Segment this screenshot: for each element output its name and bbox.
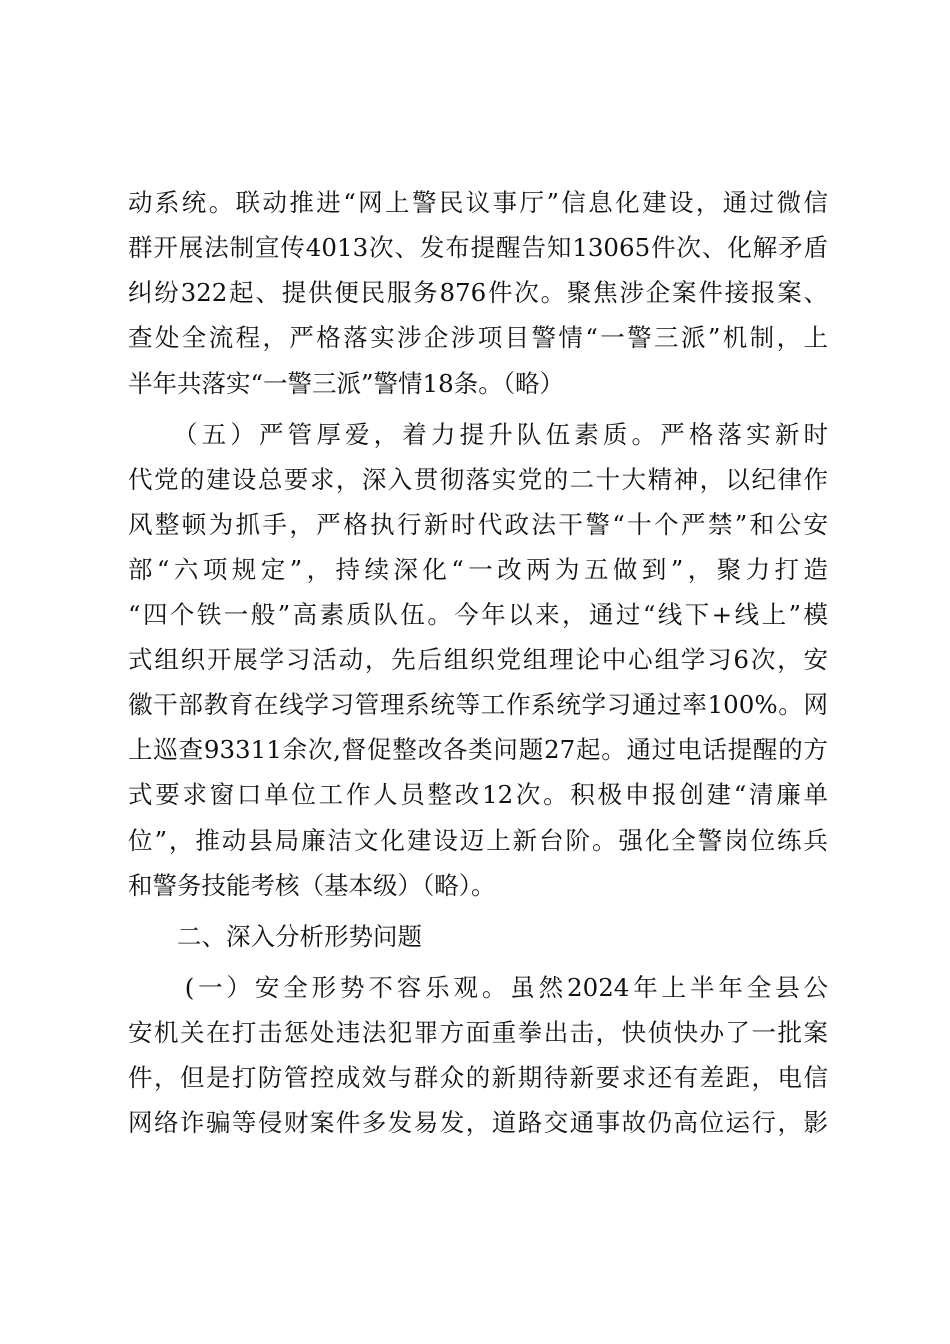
text-line: 网络诈骗等侵财案件多发易发，道路交通事故仍高位运行，影 — [128, 1108, 828, 1137]
text-line: “四个铁一般”高素质队伍。今年以来，通过“线下+线上”模 — [128, 600, 828, 629]
text-line: 群开展法制宣传4013次、发布提醒告知13065件次、化解矛盾 — [128, 233, 828, 262]
text-line: 件，但是打防管控成效与群众的新期待新要求还有差距，电信 — [128, 1063, 828, 1092]
text-line: 安机关在打击惩处违法犯罪方面重拳出击，快侦快办了一批案 — [128, 1018, 828, 1047]
text-line: 和警务技能考核（基本级）（略）。 — [128, 871, 496, 900]
section-heading-line: (一）安全形势不容乐观。虽然2024年上半年全县公 — [128, 973, 828, 1002]
text-line: 式要求窗口单位工作人员整改12次。积极申报创建“清廉单 — [128, 780, 828, 809]
section-heading-line: （五）严管厚爱，着力提升队伍素质。严格落实新时 — [128, 420, 828, 449]
text-line: 纠纷322起、提供便民服务876件次。聚焦涉企案件接报案、 — [128, 278, 828, 307]
text-line: 代党的建设总要求，深入贯彻落实党的二十大精神，以纪律作 — [128, 465, 828, 494]
text-line: 式组织开展学习活动，先后组织党组理论中心组学习6次，安 — [128, 645, 828, 674]
text-line: 部“六项规定”，持续深化“一改两为五做到”，聚力打造 — [128, 555, 828, 584]
text-line: 徽干部教育在线学习管理系统等工作系统学习通过率100%。网 — [128, 690, 828, 719]
text-line: 位”，推动县局廉洁文化建设迈上新台阶。强化全警岗位练兵 — [128, 826, 828, 855]
text-line: 风整顿为抓手，严格执行新时代政法干警“十个严禁”和公安 — [128, 510, 828, 539]
chapter-heading: 二、深入分析形势问题 — [128, 922, 422, 951]
text-line: 动系统。联动推进“网上警民议事厅”信息化建设，通过微信 — [128, 188, 828, 217]
text-line: 查处全流程，严格落实涉企涉项目警情“一警三派”机制，上 — [128, 323, 828, 352]
text-line: 上巡查93311余次,督促整改各类问题27起。通过电话提醒的方 — [128, 735, 828, 764]
text-line: 半年共落实“一警三派”警情18条。（略） — [128, 369, 564, 398]
